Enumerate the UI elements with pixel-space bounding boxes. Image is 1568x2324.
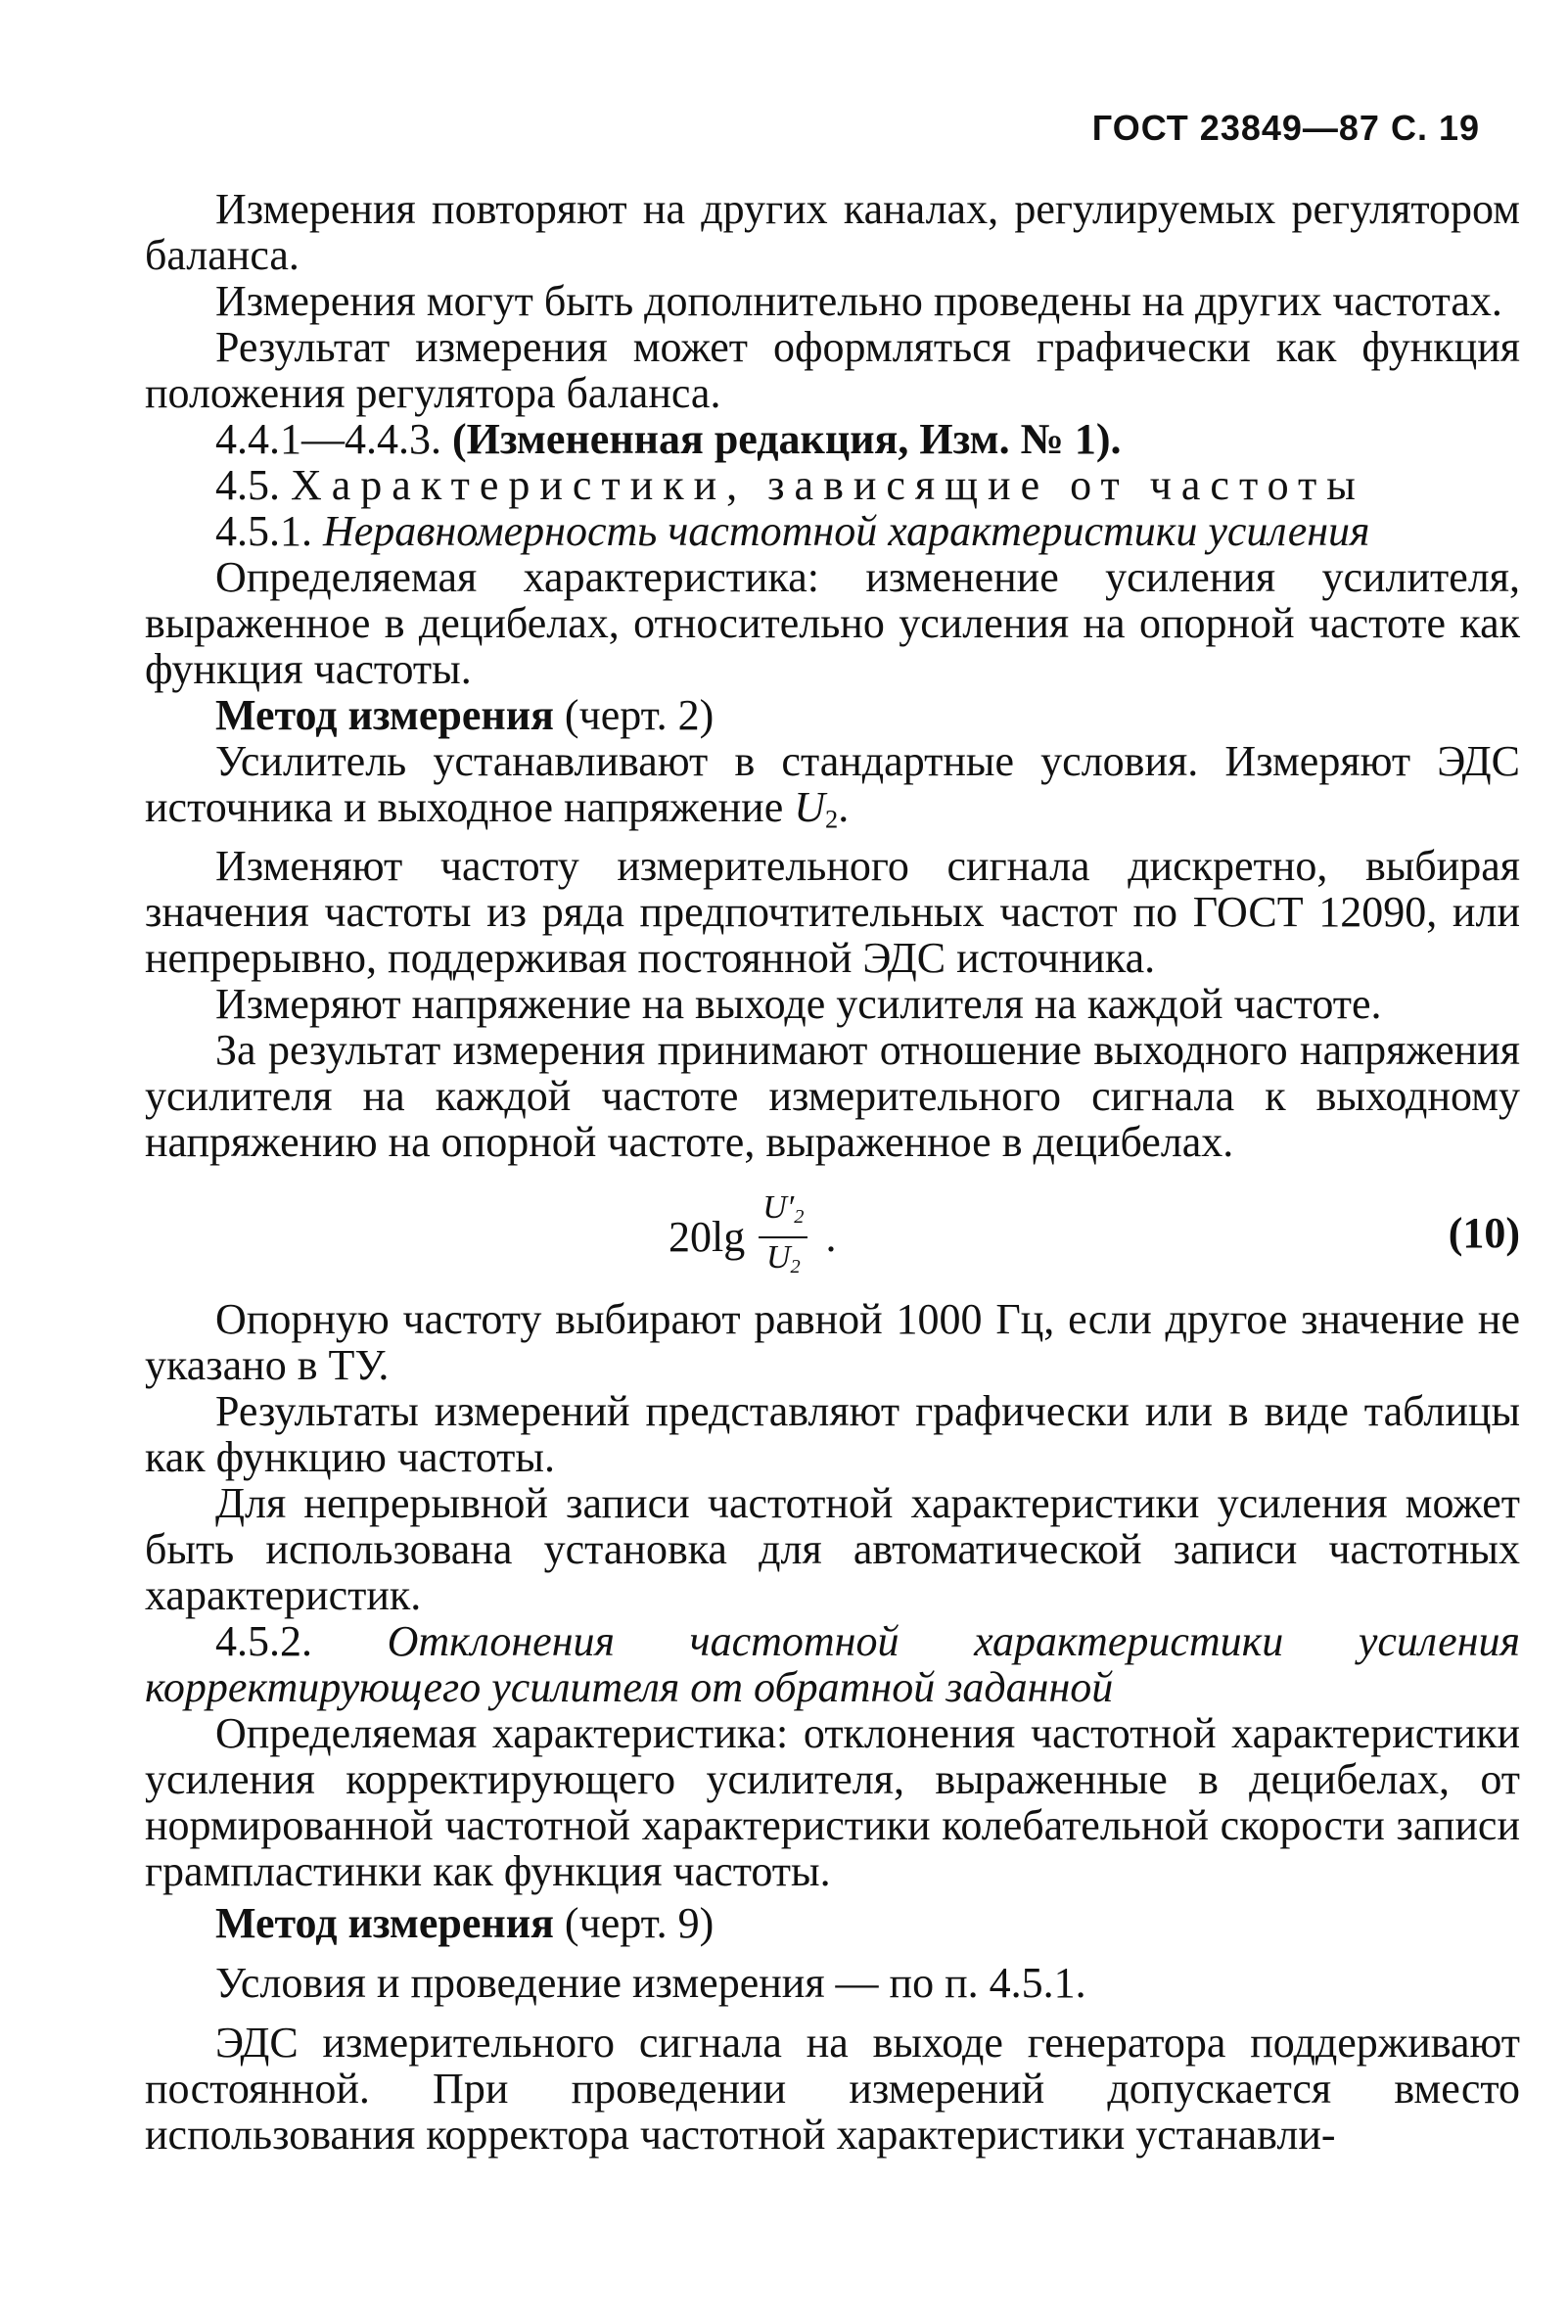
paragraph-amplifier-setup xyxy=(145,738,1520,843)
section-title: Характеристики, зависящие от частоты xyxy=(291,461,1365,509)
method-heading-2 xyxy=(145,1900,1520,1946)
amendment-label: (Измененная редакция, Изм. № 1). xyxy=(452,415,1122,463)
paragraph-continuous-recording: Для непрерывной записи частотной характеристики усиления может быть использована установка для автоматической записи частотных характеристик. xyxy=(145,1478,1520,1619)
clause-range: 4.4.1—4.4.3. xyxy=(215,415,452,463)
paragraph-generator-emf: ЭДС измерительного сигнала на выходе генератора поддерживают постоянной. При проведении измерений допускается вместо использования корректора частотной характеристики устанавли- xyxy=(145,2018,1520,2159)
formula-denominator: $U_2$ xyxy=(765,1238,801,1278)
method-figure-ref: (черт. 9) xyxy=(553,1898,715,1947)
paragraph-result-ratio: За результат измерения принимают отношение выходного напряжения усилителя на каждой частоте измерительного сигнала к выходному напряжению на опорной частоте, выраженное в децибелах. xyxy=(145,1025,1520,1166)
equation-number: (10) xyxy=(1448,1208,1520,1257)
method-figure-ref: (черт. 2) xyxy=(553,691,715,739)
clause-title: Неравномерность частотной характеристики усиления xyxy=(323,507,1370,555)
paragraph-graphic-result: Результат измерения может оформляться графически как функция положения регулятора баланса. xyxy=(145,323,1520,417)
method-heading-1 xyxy=(145,692,1520,738)
formula-10 xyxy=(145,1181,1520,1288)
formula-trailing: . xyxy=(825,1213,837,1262)
setup-end: . xyxy=(838,783,850,831)
paragraph-balance-channels: Измерения повторяют на других каналах, регулируемых регулятором баланса. xyxy=(145,185,1520,279)
clause-heading-4-5-1 xyxy=(145,508,1520,554)
paragraph-frequency-change: Изменяют частоту измерительного сигнала дискретно, выбирая значения частоты из ряда предпочтительных частот по ГОСТ 12090, или непрерывно, поддерживая постоянной ЭДС источника. xyxy=(145,841,1520,982)
method-label: Метод измерения xyxy=(215,1898,554,1947)
paragraph-measure-output: Измеряют напряжение на выходе усилителя на каждой частоте. xyxy=(215,979,1382,1028)
section-heading-4-5 xyxy=(145,462,1520,508)
clause-number: 4.5.2. xyxy=(215,1616,388,1665)
clause-title: Отклонения частотной характеристики усиления корректирующего усилителя от обратной заданной xyxy=(145,1616,1520,1711)
formula-expression xyxy=(669,1188,836,1286)
paragraph-definition-deviation: Определяемая характеристика: отклонения частотной характеристики усиления корректирующего усилителя, выраженные в децибелах, от нормированной частотной характеристики колебательной скорости записи грампластинки как функция частоты. xyxy=(145,1708,1520,1895)
clause-heading-4-5-2 xyxy=(145,1618,1520,1710)
method-label: Метод измерения xyxy=(215,691,554,739)
paragraph-reference-frequency: Опорную частоту выбирают равной 1000 Гц, если другое значение не указано в ТУ. xyxy=(145,1294,1520,1389)
section-number: 4.5. xyxy=(215,461,291,509)
clause-number: 4.5.1. xyxy=(215,507,323,555)
formula-fraction xyxy=(759,1188,807,1286)
paragraph-amendment-note xyxy=(145,416,1520,462)
variable-u: U xyxy=(794,783,826,831)
paragraph-definition-gain: Определяемая характеристика: изменение усиления усилителя, выраженное в децибелах, относительно усиления на опорной частоте как функция частоты. xyxy=(145,553,1520,693)
variable-subscript: 2 xyxy=(825,804,839,834)
setup-text: Усилитель устанавливают в стандартные условия. Измеряют ЭДС источника и выходное напряжение xyxy=(145,737,1520,831)
paragraph-other-frequencies: Измерения могут быть дополнительно проведены на других частотах. xyxy=(215,277,1502,325)
formula-log: 20lg xyxy=(669,1213,746,1262)
paragraph-conditions: Условия и проведение измерения — по п. 4.5.1. xyxy=(215,1958,1086,2007)
formula-numerator: $U'_2$ xyxy=(759,1188,807,1238)
paragraph-results-table: Результаты измерений представляют графически или в виде таблицы как функцию частоты. xyxy=(145,1386,1520,1481)
document-body xyxy=(145,186,1520,2158)
running-head: ГОСТ 23849—87 С. 19 xyxy=(1091,108,1480,148)
